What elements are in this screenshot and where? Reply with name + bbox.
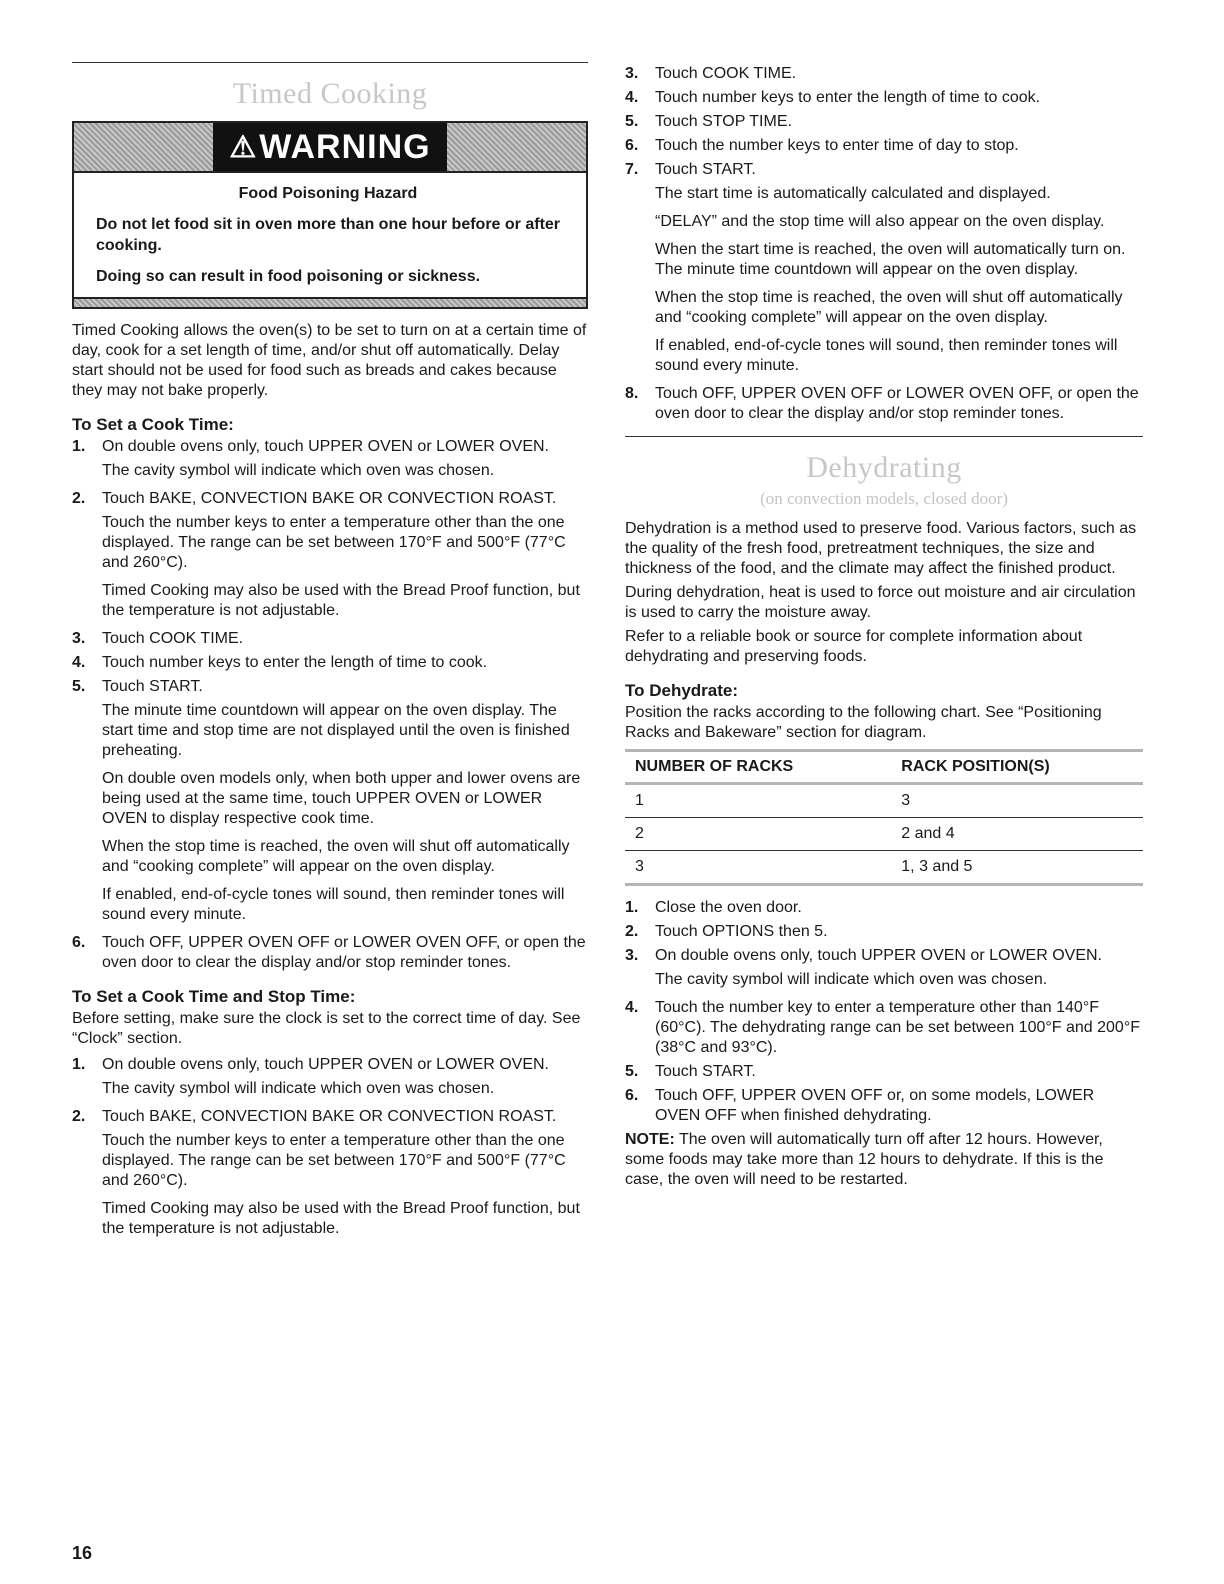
dehydrating-note [625,1130,1143,1190]
list-item [72,1055,588,1099]
warning-line-1: Do not let food sit in oven more than one hour before or after cooking. [96,216,561,254]
step-text: Touch the number key to enter a temperature other than 140°F (60°C). The dehydrating range can be set between 100°F and 200°F (38°C and 93°C). [655,999,1140,1056]
step-text: Touch number keys to enter the length of time to cook. [102,654,488,671]
step-text: Touch COOK TIME. [102,630,244,647]
rack-chart-intro: Position the racks according to the following chart. See “Positioning Racks and Bakeware” section for diagram. [625,704,1102,741]
dehydrating-paragraph-3: Refer to a reliable book or source for complete information about dehydrating and preserving foods. [625,628,1083,665]
step-detail-text: The cavity symbol will indicate which oven was chosen. [655,971,1048,988]
section-subtitle-dehydrating: (on convection models, closed door) [760,489,1008,508]
list-item [625,88,1143,108]
table-header-number-of-racks: NUMBER OF RACKS [625,751,891,784]
warning-label-text: WARNING [259,127,431,166]
table-cell: 1 [625,784,891,818]
list-item [625,384,1143,424]
step-text: Touch START. [655,1063,756,1080]
step-text: Touch OPTIONS then 5. [655,923,828,940]
step-number: 5. [625,1063,639,1080]
stop-time-steps-part-2 [625,64,1143,424]
step-detail-text: Touch the number keys to enter a temperature other than the one displayed. The range can be set between 170°F and 500°F (77°C and 260°C). [102,514,566,571]
section-rule [625,436,1143,437]
step-detail-text: Timed Cooking may also be used with the Bread Proof function, but the temperature is not adjustable. [102,1200,580,1237]
step-number: 2. [625,923,639,940]
list-item [625,64,1143,84]
left-column [72,62,588,1247]
step-number: 5. [625,113,639,130]
table-cell: 2 [625,818,891,851]
list-item [72,653,588,673]
step-number: 6. [625,137,639,154]
step-text: Touch STOP TIME. [655,113,792,130]
list-item [72,489,588,621]
list-item [72,933,588,973]
stop-time-intro: Before setting, make sure the clock is set to the correct time of day. See “Clock” section. [72,1010,581,1047]
step-number: 3. [625,947,639,964]
heading-to-dehydrate: To Dehydrate: [625,681,739,700]
step-details [102,513,588,621]
table-row [625,818,1143,851]
list-item [625,136,1143,156]
step-text: Touch COOK TIME. [655,65,797,82]
list-item [625,898,1143,918]
step-text: On double ovens only, touch UPPER OVEN or LOWER OVEN. [655,947,1102,964]
dehydrate-steps [625,898,1143,1126]
table-cell: 2 and 4 [891,818,1143,851]
timed-cooking-intro: Timed Cooking allows the oven(s) to be set to turn on at a certain time of day, cook for a set length of time, and/or shut off automatically. Delay start should not be used for food such as breads and cakes because they may not bake properly. [72,322,587,399]
step-detail-text: When the start time is reached, the oven will automatically turn on. The minute time countdown will appear on the oven display. [655,241,1126,278]
list-item [625,998,1143,1058]
step-text: Touch START. [102,678,203,695]
step-number: 4. [625,89,639,106]
note-label: NOTE: [625,1131,675,1148]
table-cell: 3 [891,784,1143,818]
step-details [102,1079,588,1099]
table-header-rack-positions: RACK POSITION(S) [891,751,1143,784]
step-text: On double ovens only, touch UPPER OVEN or LOWER OVEN. [102,1056,549,1073]
step-number: 1. [72,1056,86,1073]
step-number: 2. [72,1108,86,1125]
list-item [72,629,588,649]
step-text: Touch number keys to enter the length of time to cook. [655,89,1041,106]
list-item [72,677,588,925]
section-title-timed-cooking: Timed Cooking [232,77,428,110]
list-item [72,1107,588,1239]
step-details [102,1131,588,1239]
step-detail-text: The cavity symbol will indicate which oven was chosen. [102,462,495,479]
step-detail-text: On double oven models only, when both upper and lower ovens are being used at the same time, touch UPPER OVEN or LOWER OVEN to display respective cook time. [102,770,581,827]
step-number: 2. [72,490,86,507]
heading-set-cook-and-stop-time: To Set a Cook Time and Stop Time: [72,987,356,1006]
warning-box [72,121,588,309]
step-number: 1. [625,899,639,916]
warning-triangle-icon: ⚠ [229,130,258,164]
step-number: 1. [72,438,86,455]
step-number: 8. [625,385,639,402]
heading-set-cook-time: To Set a Cook Time: [72,415,234,434]
stop-time-steps-part-1 [72,1055,588,1239]
step-detail-text: The minute time countdown will appear on the oven display. The start time and stop time are not displayed until the oven is finished preheating. [102,702,570,759]
step-text: On double ovens only, touch UPPER OVEN or LOWER OVEN. [102,438,549,455]
list-item [72,437,588,481]
step-details [102,461,588,481]
list-item [625,1086,1143,1126]
step-text: Touch OFF, UPPER OVEN OFF or LOWER OVEN OFF, or open the oven door to clear the display and/or stop reminder tones. [102,934,586,971]
right-column [625,64,1143,1200]
warning-footer-band [74,297,586,307]
step-details [102,701,588,925]
step-detail-text: The start time is automatically calculated and displayed. [655,185,1051,202]
step-text: Touch OFF, UPPER OVEN OFF or LOWER OVEN OFF, or open the oven door to clear the display and/or stop reminder tones. [655,385,1139,422]
step-number: 6. [625,1087,639,1104]
warning-body [74,173,586,297]
warning-header [74,123,586,173]
dehydrating-paragraph-2: During dehydration, heat is used to force out moisture and air circulation is used to carry the moisture away. [625,584,1136,621]
step-text: Touch the number keys to enter time of day to stop. [655,137,1019,154]
step-text: Touch OFF, UPPER OVEN OFF or, on some models, LOWER OVEN OFF when finished dehydrating. [655,1087,1095,1124]
step-number: 3. [72,630,86,647]
step-number: 4. [625,999,639,1016]
list-item [625,112,1143,132]
table-header-row [625,751,1143,784]
table-row [625,851,1143,885]
step-detail-text: “DELAY” and the stop time will also appear on the oven display. [655,213,1105,230]
step-number: 7. [625,161,639,178]
step-detail-text: When the stop time is reached, the oven will shut off automatically and “cooking complete” will appear on the oven display. [102,838,570,875]
list-item [625,922,1143,942]
dehydrating-paragraph-1: Dehydration is a method used to preserve food. Various factors, such as the quality of the fresh food, pretreatment techniques, the size and thickness of the food, and the climate may affect the finished product. [625,520,1137,577]
page-number: 16 [72,1543,93,1563]
step-number: 3. [625,65,639,82]
table-cell: 1, 3 and 5 [891,851,1143,885]
step-text: Touch START. [655,161,756,178]
section-title-dehydrating: Dehydrating [806,451,962,484]
list-item [625,1062,1143,1082]
step-details [655,970,1143,990]
note-text: The oven will automatically turn off after 12 hours. However, some foods may take more than 12 hours to dehydrate. If this is the case, the oven will need to be restarted. [625,1131,1104,1188]
step-detail-text: The cavity symbol will indicate which oven was chosen. [102,1080,495,1097]
table-cell: 3 [625,851,891,885]
step-details [655,184,1143,376]
warning-hazard: Food Poisoning Hazard [238,185,418,202]
step-detail-text: If enabled, end-of-cycle tones will sound, then reminder tones will sound every minute. [102,886,565,923]
step-detail-text: Timed Cooking may also be used with the Bread Proof function, but the temperature is not adjustable. [102,582,580,619]
step-number: 6. [72,934,86,951]
cook-time-steps [72,437,588,973]
warning-label [213,123,446,171]
step-number: 5. [72,678,86,695]
step-text: Touch BAKE, CONVECTION BAKE OR CONVECTION ROAST. [102,490,557,507]
table-row [625,784,1143,818]
step-detail-text: When the stop time is reached, the oven will shut off automatically and “cooking complete” will appear on the oven display. [655,289,1123,326]
step-detail-text: If enabled, end-of-cycle tones will sound, then reminder tones will sound every minute. [655,337,1118,374]
list-item [625,160,1143,376]
rack-position-table [625,749,1143,886]
list-item [625,946,1143,990]
warning-line-2: Doing so can result in food poisoning or sickness. [96,268,481,285]
section-rule [72,62,588,63]
step-text: Close the oven door. [655,899,802,916]
step-number: 4. [72,654,86,671]
step-detail-text: Touch the number keys to enter a temperature other than the one displayed. The range can be set between 170°F and 500°F (77°C and 260°C). [102,1132,566,1189]
step-text: Touch BAKE, CONVECTION BAKE OR CONVECTION ROAST. [102,1108,557,1125]
